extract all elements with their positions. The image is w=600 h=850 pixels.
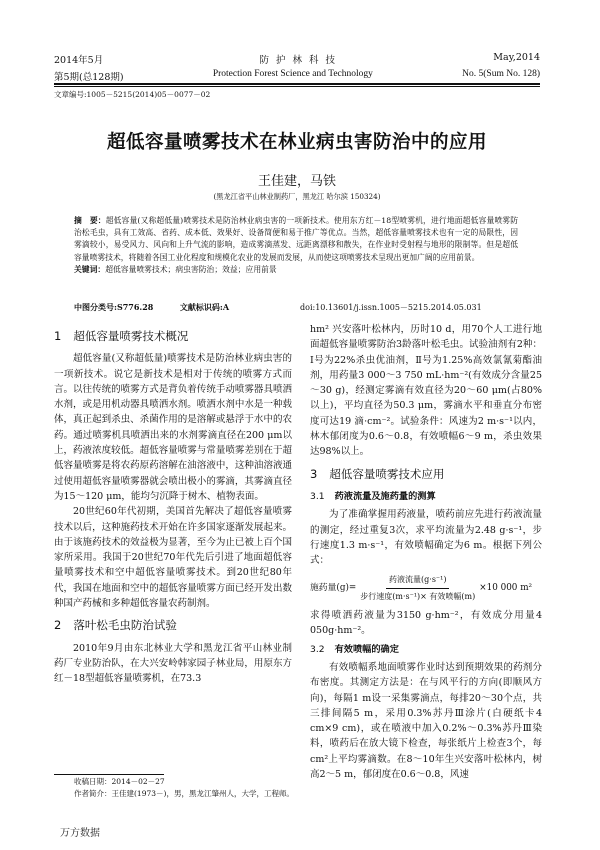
meta-row xyxy=(74,302,482,313)
header-rule-thin xyxy=(54,86,540,87)
section-1-heading: 1 超低容量喷雾技术概况 xyxy=(54,329,189,343)
article-title: 超低容量喷雾技术在林业病虫害防治中的应用 xyxy=(106,132,487,153)
section-3-heading: 3 超低容量喷雾技术应用 xyxy=(310,466,445,481)
clc-number: 中图分类号:S776.28 xyxy=(74,302,154,312)
header-issue-cn: 第5期(总128期) xyxy=(54,72,124,83)
section-3-2-heading: 3.2 有效喷幅的确定 xyxy=(310,643,399,655)
authors: 王佳建，马铁 xyxy=(257,174,336,189)
section-2-paragraph-1: 2010年9月由东北林业大学和黑龙江省平山林业制药厂专业防治队，在大兴安岭韩家园子林业局，用原东方红－18型超低容量喷雾机，在73.3 xyxy=(54,642,292,685)
abstract-label: 摘 要： xyxy=(74,216,106,225)
abstract xyxy=(74,215,518,276)
header-date-cn: 2014年5月 xyxy=(54,55,104,66)
footer-watermark: 万方数据 xyxy=(60,828,100,839)
header-date-en: May,2014 xyxy=(493,52,540,63)
right-column xyxy=(310,322,542,782)
section-3-1-paragraph-1: 为了准确掌握用药液量，喷药前应先进行药液流量的测定，经过重复3次，求平均流量为2.48 g·s⁻¹，步行速度1.3 m·s⁻¹，有效喷幅确定为6 m。根据下列公式： xyxy=(310,509,542,567)
affiliation: (黑龙江省平山林业制药厂，黑龙江 哈尔滨 150324) xyxy=(213,192,381,201)
doi: doi:10.13601/j.issn.1005－5215.2014.05.031 xyxy=(300,303,482,312)
left-column xyxy=(54,322,292,687)
keywords: 超低容量喷雾技术；病虫害防治；效益；应用前景 xyxy=(105,264,277,274)
received-date: 收稿日期：2014－02－27 xyxy=(74,777,165,786)
header-rule xyxy=(54,83,540,85)
article-number: 文章编号:1005－5215(2014)05－0077－02 xyxy=(54,90,211,99)
author-info: 作者简介：王佳建(1973－)，男，黑龙江肇州人，大学，工程师。 xyxy=(74,789,294,798)
dosage-formula xyxy=(310,572,542,604)
section-3-1-heading: 3.1 药液流量及施药量的测算 xyxy=(310,490,436,502)
formula-numerator: 药液流量(g·s⁻¹) xyxy=(386,572,449,588)
section-1-paragraph-2: 20世纪60年代初期，美国首先解决了超低容量喷雾技术以后，这种施药技术开始在许多国家逐渐发展起来。由于该施药技术的效益极为显著，至今为止已被上百个国家所采用。我国于20世纪70年代先后引进了地面超低容量喷雾技术和空中超低容量喷雾技术。到20世纪80年代，我国在地面和空中的超低容量喷雾方面已经开发出数种国产药械和多种超低容量农药制剂。 xyxy=(54,506,292,610)
footnote-rule xyxy=(54,774,164,775)
section-2-heading: 2 落叶松毛虫防治试验 xyxy=(54,618,177,633)
formula-lhs: 施药量(g)= xyxy=(310,582,357,593)
section-1-paragraph-1: 超低容量(又称超低量)喷雾技术是防治林业病虫害的一项新技术。说它是新技术是相对于传统的喷雾方式而言。以往传统的喷雾方式是背负着传统手动喷雾器具喷洒水剂，或是用机动器具喷洒水剂。喷洒水剂中水是一种载体，真正起到杀虫、杀菌作用的是溶解或悬浮于水中的农药。通过喷雾机具喷洒出来的水剂雾滴直径在200 μm以上，药液浓度较低。超低容量喷雾与常量喷雾差别在于超低容量喷雾是将农药原药溶解在油溶液中，这种油溶液通过使用超低容量喷雾器就会喷出极小的雾滴，其雾滴直径为15～120 μm，能均匀沉降于树木、植物表面。 xyxy=(54,353,292,502)
formula-denominator: 步行速度(m·s⁻¹)× 有效喷幅(m) xyxy=(360,591,476,601)
footnote xyxy=(54,776,294,800)
section-3-1-paragraph-2: 求得喷洒药液量为3150 g·hm⁻²，有效成分用量4 050g·hm⁻²。 xyxy=(310,610,542,637)
header-row-2 xyxy=(54,69,540,83)
formula-fraction xyxy=(360,572,475,604)
document-code: 文献标识码:A xyxy=(179,302,230,312)
header-issue-en: No. 5(Sum No. 128) xyxy=(462,69,540,79)
header-journal-cn: 防 护 林 科 技 xyxy=(259,55,338,66)
section-2-continued: hm² 兴安落叶松林内，历时10 d，用70个人工进行地面超低容量喷雾防治3龄落叶松毛虫。试验油剂有2种：Ⅰ号为22%杀虫优油剂，Ⅱ号为1.25%高效氯氰菊酯油剂，用药量3 000～3 750 mL·hm⁻²(有效成分含量25～30 g)，经测定雾滴有效直径为20～60 μm(占80%以上)，平均直径为50.3 μm，雾滴水平和垂直分布密度可达19 滴·cm⁻²。试验条件：风速为2 m·s⁻¹以内，林木郁闭度为0.6～0.8，有效喷幅6～9 m，杀虫效果达98%以上。 xyxy=(310,324,542,458)
header-journal-en: Protection Forest Science and Technology xyxy=(212,69,373,79)
keywords-label: 关键词： xyxy=(74,264,106,274)
formula-rhs: ×10 000 m² xyxy=(479,582,533,593)
section-3-2-paragraph-1: 有效喷幅系地面喷雾作业时达到预期效果的药剂分布密度。其测定方法是：在与风平行的方向(即顺风方向)，每隔1 m设一采集雾滴点，每排20～30个点，共三排间隔5 m，采用0.3%苏丹Ⅲ涂片(白硬纸卡4 cm×9 cm)，或在喷液中加入0.2%～0.3%苏丹Ⅲ染料，喷药后在放大镜下检查，每张纸片上检查3个，每cm²上平均雾滴数。在8～10年生兴安落叶松林内，树高2～5 m，郁闭度在0.6～0.8，风速 xyxy=(310,661,542,781)
header-row-1 xyxy=(54,52,540,66)
abstract-text: 超低容量(又称超低量)喷雾技术是防治林业病虫害的一项新技术。使用东方红－18型喷雾机，进行地面超低容量喷雾防治松毛虫，具有工效高、省药、成本低、效果好、设备简便和易于推广等优点。当然，超低容量喷雾技术也有一定的局限性，因雾滴较小，易受风力、风向和上升气流的影响，造成雾滴蒸发、远距离漂移和散失，在作业时受射程与地形的限制等。但是超低容量喷雾技术，将随着各国工业化程度和规模化农业的发展而发展，从而使这项喷雾技术呈现出更加广阔的应用前景。 xyxy=(74,216,519,262)
